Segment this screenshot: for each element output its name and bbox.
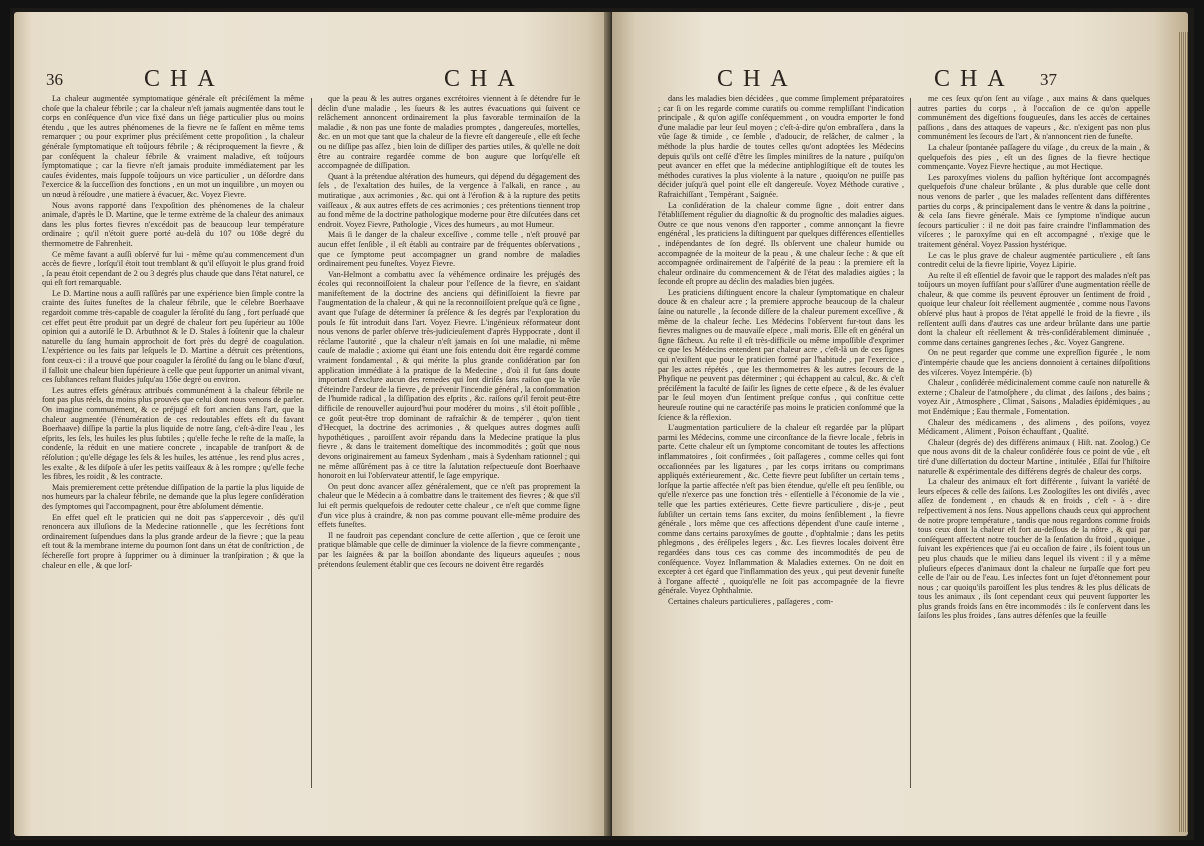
paragraph: Certaines chaleurs particulieres , paſſageres , com- <box>668 596 834 606</box>
open-book <box>10 8 1194 840</box>
paragraph: On ne peut regarder que comme une expreſſion figurée , le nom d'intempérie chaude que les anciens donnoient à certaines diſpoſitions des viſceres. Voyez Intempérie. (b) <box>918 348 1150 377</box>
left-page-column-1 <box>42 94 304 571</box>
paragraph: Chaleur , conſidérée médicinalement comme cauſe non naturelle & externe ; Chaleur de l'atmoſphere , du climat , des ſaiſons , des bains ; voyez Air , Atmosphere , Climat , Saisons , Maladies épidémiques , au mot Endémique ; Eau thermale , Fomentation. <box>918 378 1150 416</box>
paragraph: Van-Helmont a combattu avec ſa véhémence ordinaire les préjugés des écoles qui reconnoiſſoient la chaleur pour l'eſſence de la fievre, en s'aidant manifeſtement de la doctrine des anciens qui définiſſoient la fievre par l'augmentation de la chaleur , & qui ne la reconnoiſſoient preſque qu'à ce ſigne , avant que l'uſage de déterminer ſa préſence & ſes degrés par l'exploration du pouls ſe fût introduit dans l'art. Voyez Fievre. L'ingénieux réformateur dont nous venons de parler obſerve très-judicieuſement d'après Hyppocrate , dont il réclame l'autorité , que la chaleur n'eſt jamais en ſoi une maladie, ni même cauſe de maladie ; axiome qui étant une fois entendu doit être regardé comme vraiment fondamental , & qui mérite la plus grande conſidération par ſon application immédiate à la pratique de la Medecine , d'où il fut ſans doute important d'exclure aucun des remedes qui ſont diriſés ſans raiſon que la vûe d'éteindre l'ardeur de la fievre , de prévenir l'incendie général , la conſommation de l'humide radical , la diſſipation des eſprits , &c. raiſons qu'il feroit peut-être difficile de renouveller aujourd'hui pour modérer du moins , s'il étoit poſſible , ce goût peut-être trop dominant de rafraîchir & de tempérer , qu'on tient d'Hecquet, la doctrine des acrimonies , & quelques autres dogmes auſſi hypothétiques , paroiſſent avoir répandu dans la Medecine pratique la plus fievre , & dans le traitement domeſtique des incommodités ; goût que nous devons originairement au fameux Sydenham , mais à Sydenham rationnel ; qui ne même aſſûrément pas à ce titre la ſalutation reſpectueuſe dont Boerhaave honoroit en lui l'obſervateur attentif, le ſage empyrique. <box>318 269 580 481</box>
column-rule <box>311 98 312 788</box>
paragraph: que la peau & les autres organes excrétoires viennent à ſe détendre fur le déclin d'une maladie , les ſueurs & les autres évacuations qui ſuivent ce relâchement annoncent ordinairement la plus favorable terminaiſon de la maladie , & non pas une fonte de maladies promptes , dangereuſes, mortelles, &c. en un mot que tant que la chaleur de la fievre eſt dangereuſe , elle eſt ſeche ou ne diſſipe pas aſſez , bien loin de diſſiper des parties utiles, & qu'elle ne doit être au contraire regardée comme de bon augure que lorſqu'elle eſt accompagnée de diſſipation. <box>318 94 580 171</box>
paragraph: L'augmentation particuliere de la chaleur eſt regardée par la plûpart parmi les Médecins, comme une circonſtance de la fievre locale , febris in parte. Cette chaleur eſt un ſymptome concomitant de toutes les affections inflammatoires , ſoit confirmées , ſoit paſſageres , comme celles qui font occaſionnées par les ligatures , par les corps irritans ou comprimans appliqués extérieurement , &c. Cette fievre peut ſubſiſter un certain tems , lorſque la partie affectée n'eſt pas bien étendue, qu'elle eſt peu ſenſible, ou qu'elle n'exerce pas une fonction très - eſſentielle à l'économie de la vie , telle que les parties extérieures. Cette fievre particuliere , dis-je , peut ſubſiſter un certain tems ſans exciter, du moins ſenſiblement , la fievre générale , lors même que ces affections dépendent d'une cauſe interne , comme dans certains paroxyſmes de goutte , d'ophtalmie ; dans les petits phlegmons , des éréſipeles legers , &c. Les fievres locales doivent être regardées dans tous ces cas comme des incommodités de peu de conſéquence. Voyez Inflammation & Maladies externes. On ne doit en excepter à cet égard que l'inflammation des yeux , qui peut devenir funeſte à l'organe affecté , quoiqu'elle ne ſoit pas accompagnée de la fievre générale. Voyez Ophthalmie. <box>658 423 904 596</box>
paragraph: Les praticiens diſtinguent encore la chaleur ſymptomatique en chaleur douce & en chaleur acre ; la premiere approche beaucoup de la chaleur ſaine ou naturelle , la ſeconde diſſere de la chaleur purement exceſſive , & même de la chaleur ſeche. Les Médecins l'obſervent fur-tout dans les fievres malignes ou de mauvaiſe eſpece , mali moris. Elle eſt en général un ſigne fâcheux. Au reſte il eſt très-difficile ou même impoſſible d'exprimer ce que les Médecins entendent par chaleur acre , c'eſt-là un de ces ſignes qui n'exiſtent que pour le praticien formé par l'habitude , par l'exercice , par les actes répétés , que les thermometres & les autres ſecours de la Phyſique ne peuvent pas déterminer ; qui échappent au calcul, &c. & c'eſt préciſément la faculté de ſaiſir les ſignes de cette eſpece , & de les évaluer par le ſeul moyen d'un ſentiment preſque confus , qui conſtitue cette heureuſe routine qui ne caractériſe pas moins le praticien conſommé que la ſcience & la réflexion. <box>658 287 904 422</box>
paragraph: Quant à la prétendue altération des humeurs, qui dépend du dégagement des ſels , de l'exaltation des huiles, de la vergence à l'alkali, en rance , au mutiratique , aux acrimonies , &c. qui ont à l'érofion & à la rupture des petits vaiſſeaux , & aux autres effets de ces acrimonies ; ces prétentions tiennent trop au fond même de la doctrine pathologique moderne pour être diſcutées dans cet endroit. Voyez Fievre, Pathologie , Vices des humeurs , au mot Humeur. <box>318 171 580 229</box>
left-page-column-2 <box>318 94 580 570</box>
paragraph: Nous avons rapporté dans l'expoſition des phénomenes de la chaleur animale, d'après le D. Martine, que le terme extrème de la chaleur des animaux dans les plus fortes fievres n'excédoit pas de beaucoup leur température ordinaire ; qu'il n'étoit guere porté au-delà du 107 ou 108e degré du thermometre de Fahrenheit. <box>42 200 304 248</box>
right-page-column-1 <box>658 94 904 607</box>
running-head-left: CHA <box>144 66 225 92</box>
paragraph: On peut donc avancer aſſez généralement, que ce n'eſt pas proprement la chaleur que le Médecin a à combattre dans le traitement des fievres ; & que s'il lui eſt permis quelquefois de redouter cette chaleur , ce n'eſt que comme ſigne d'un vice plus à craindre, & non pas comme pouvant elle-même produire des effets funeſtes. <box>318 481 580 530</box>
paragraph: Les autres effets généraux attribués communément à la chaleur fébrile ne font pas plus réels, du moins plus prouvés que celui dont nous venons de parler. On imagine communément, & ce préjugé eſt fort ancien dans l'art, que la chaleur augmentée (l'énumération de ces redoutables effets eſt du favant Boerhaave) diſſipe la partie la plus liquide de notre ſang, c'eſt-à-dire l'eau , les eſprits, les ſels, les huiles les plus ſubtiles ; qu'elle feche le reſte de la maſſe, la condenſe, la réduit en une matiere concrete , incapable de tranſport & de réſolution ; qu'elle dégage les ſels & les huiles, les atténue , les rend plus acres , les exalte , & les diſpoſe à uſer les petits vaiſſeaux & à les rompre ; qu'elle feche les fibres, les roidit , & les contracte. <box>42 385 304 482</box>
paragraph: Le D. Martine nous a auſſi raſſûrés par une expérience bien ſimple contre la crainte des ſuites funeſtes de la chaleur fébrile, que le célebre Boerhaave regardoit comme très-capable de coaguler la ſéroſité du ſang , fort perſuadé que cet effet peut être produit par un degré de chaleur fort peu ſupérieur au 100e opinion qui a autoriſé le D. Arbuthnot & le D. Stales à ſoûtenir que la chaleur naturelle du ſang humain approchoit de fort près du degré de coagulation. L'expérience ou les faits par leſquels le D. Martine a détruit ces prétentions, font ceux-ci : il a trouvé que pour coaguler la ſéroſité du ſang ou le blanc d'œuf, il falloit une chaleur bien ſupérieure à celle que peut ſupporter un animal vivant, ces ſubſtances reſtant fluides juſqu'au 156e degré ou environ. <box>42 288 304 385</box>
paragraph: Au reſte il eſt eſſentiel de favoir que le rapport des malades n'eſt pas toûjours un moyen ſuffiſant pour s'aſſûrer d'une augmentation réelle de chaleur, & que comme ils peuvent éprouver un ſentiment de froid , quoique leur chaleur ſoit réellement augmentée , comme nous l'avons obſervé plus haut à propos de l'état appellé le froid de la fievre , ils reſſentent auſſi dans d'autres cas une ardeur brûlante dans une partie dont la chaleur eſt réellement & très-conſidérablement diminuée , comme dans certaines gangrenes ſeches , &c. Voyez Gangrene. <box>918 270 1150 347</box>
paragraph: Ce même favant a auſſi obſervé fur lui - même qu'au commencement d'un accès de fievre , lorſqu'il étoit tout tremblant & qu'il eſſuyoit le plus grand froid , ſa peau étoit cependant de 2 ou 3 degrés plus chaude que dans l'état naturel, ce qui eſt fort remarquable. <box>42 249 304 288</box>
page-edge-stack <box>1178 32 1188 832</box>
paragraph: Mais ſi le danger de la chaleur exceſſive , comme telle , n'eſt prouvé par aucun effet ſenſible , il eſt établi au contraire par de fréquentes obſervations , que ce ſymptome peut accompagner un grand nombre de maladies ordinairement peu funeſtes. Voyez Fievre. <box>318 230 580 269</box>
paragraph: me ces ſeux qu'on ſent au viſage , aux mains & dans quelques autres parties du corps , à l'occaſion de ce qu'on appelle communément des digeſtions fougueuſes, dans les accès de certaines paſſions , dans des attaques de vapeurs , &c. n'exigent pas non plus communément les ſecours de l'art , & n'annoncent rien de funeſte. <box>918 94 1150 142</box>
running-head-right: CHA <box>444 66 525 92</box>
paragraph: Chaleur (degrés de) des différens animaux ( Hiſt. nat. Zoolog.) Ce que nous avons dit de la chaleur conſidérée fous ce point de vûe , eſt tiré d'une diſſertation du docteur Martine , intitulée , Eſſai fur l'hiſtoire naturelle & expérimentale des différens degrés de chaleur des corps. <box>918 437 1150 476</box>
running-head-right: CHA <box>934 66 1015 92</box>
right-page-column-2 <box>918 94 1150 622</box>
running-head-left: CHA <box>717 66 798 92</box>
paragraph: La chaleur augmentée symptomatique générale eſt préciſément la même choſe que la chaleur fébrile ; car la chaleur n'eſt jamais augmentée dans tout le corps en conſéquence d'un vice fixé dans un ſiége particulier plus ou moins étendu , que les autres phénomenes de la fievre ne ſe faſſent en même tems remarquer ; ou pour exprimer plus préciſément cette propoſition , la chaleur générale ſymptomatique eſt toûjours fébrile ; & réciproquement la fievre , & par conſéquent la chaleur fébrile & vraiment maladive, eſt toûjours ſymptomatique ; car la fievre n'eſt jamais produite immédiatement par les cauſes évidentes, mais ſuppoſe toûjours un vice particulier , un déſordre dans l'exercice & la ſucceſſion des fonctions , en un mot un inquilibre , un moyen ou un nœud à réſoudre , une matiere à évacuer, &c. Voyez Fievre. <box>42 94 304 199</box>
paragraph: Il ne faudroit pas cependant conclure de cette aſſertion , que ce ſeroit une pratique blâmable que celle de diminuer la violence de la fievre commençante , par les ſaignées & par la boiſſon abondante des liqueurs aqueuſes ; nous prétendons ſeulement établir que ces ſecours ne doivent être regardés <box>318 530 580 569</box>
paragraph: La chaleur des animaux eſt fort différente , ſuivant la variété de leurs eſpeces & celle des ſaiſons. Les Zoologiſtes les ont diviſés , avec aſſez de fondement , en chauds & en froids , c'eſt - à - dire reſpectivement à nos ſens. Nous appellons chauds ceux qui approchent de notre propre température , tandis que nous regardons comme froids tous ceux dont la chaleur eſt fort au-deſſous de la nôtre , & qui par conſéquent affectent notre toucher de la ſenſation du froid , quoique , ſuivant les expériences que j'ai eu occaſion de faire , ils foient tous un peu plus chauds que le milieu dans lequel ils vivent : il y a même pluſieurs eſpeces d'animaux dont la chaleur ne ſurpaſſe que fort peu celle de l'air ou de l'eau. Les inſectes font un ſujet d'étonnement pour nous ; car quoiqu'ils paroiſſent les plus tendres & les plus délicats de tous les animaux , ils ſont cependant ceux qui peuvent ſupporter les plus grands froids ſans en être incommodés : ils ſe conſervent dans les ſaiſons les plus froides , ſans autres défenſes que la feuille <box>918 477 1150 621</box>
paragraph: Mais premierement cette prétendue diſſipation de la partie la plus liquide de nos humeurs par la chaleur fébrile, ne demande que la plus legere conſidération des ſymptomes qui l'accompagnent, pour être abſolument démentie. <box>42 482 304 511</box>
paragraph: Le cas le plus grave de chaleur augmentée particuliere , eſt ſans contredit celui de la fievre lipirie, Voyez Lipirie. <box>918 250 1150 270</box>
page-number: 37 <box>1040 70 1057 89</box>
left-page <box>14 12 610 836</box>
right-page <box>612 12 1188 836</box>
paragraph: En effet quel eſt le praticien qui ne doit pas s'appercevoir , dès qu'il renoncera aux illuſions de la Medecine rationnelle , que les ſecrétions font ordinairement ſuſpendues dans la plus grande ardeur de la fievre ; que la peau eſt tout & la membrane interne du poumon ſont dans un état de conſtriction , de ſéchereſſe fort propre à ſupprimer ou à diminuer la tranſpiration ; & que la chaleur en elle , & que lorſ- <box>42 512 304 570</box>
paragraph: Chaleur des médicamens , des alimens , des poiſons, voyez Médicament , Aliment , Poison échauffant , Qualité. <box>918 417 1150 437</box>
paragraph: dans les maladies bien décidées , que comme ſimplement préparatoires ; car ſi on les regarde comme curatifs ou comme rempliſſant l'indication principale , & qu'on agiſſe conſéquemment , on voudra emporter le fond d'une maladie par leur ſeul moyen ; c'eſt-à-dire qu'on embraſſera , dans la vûe ſage & timide , ce ſemble , d'adoucir, de relâcher, de calmer , la méthode la plus hardie de toutes celles qu'ont adoptées les Médecins depuis qu'ils ont ceſſé d'être les ſimples miniſtres de la nature , puiſqu'on peut avancer en effet que la médecine antiphlogiſtique eſt de toutes les méthodes curatives la plus violente à la nature , quoiqu'on ne puiſſe pas décider juſqu'à quel point elle eſt dangereuſe. Voyez Méthode curative , Rafraichiſſant , Tempérant , Saignée. <box>658 94 904 199</box>
paragraph: Les paroxyſmes violens du paſſion hyſtérique ſont accompagnés quelquefois d'une chaleur brûlante , & plus durable que celle dont nous venons de parler , que les malades reſſentent dans différentes parties du corps , & principalement dans le ventre & dans la poitrine , & cela ſans fievre générale. Mais ce ſymptome n'indique aucun ſecours particulier : il ne doit pas faire craindre l'inflammation des viſceres ; le paroxyſme qui en eſt accompagné , n'exige que le traitement général. Voyez Passion hystérique. <box>918 172 1150 249</box>
paragraph: La conſidération de la chaleur comme ſigne , doit entrer dans l'établiſſement régulier du diagnoſtic & du prognoſtic des maladies aigues. Outre ce que nous venons d'en rapporter , comme annonçant la fievre engénéral , les praticiens la diſtinguent par quelques différences eſſentielles , indépendantes de ſon degré. Ils obſervent une chaleur humide ou accompagnée de la moiteur de la peau , & une chaleur ſeche : & que eſt accompagnée ordinairement de l'aſpérité de la peau : la premiere eſt la chaleur ordinaire du commencement & de l'état des maladies aigües ; la ſeconde eſt propre au déclin des maladies bien jugées. <box>658 200 904 287</box>
page-number: 36 <box>46 70 63 89</box>
column-rule <box>910 98 911 788</box>
paragraph: La chaleur ſpontanée paſſagere du viſage , du creux de la main , & quelquefois des pies , eſt un des ſignes de la fievre hectique commençante. Voyez Fievre hectique , au mot Hectique. <box>918 142 1150 172</box>
